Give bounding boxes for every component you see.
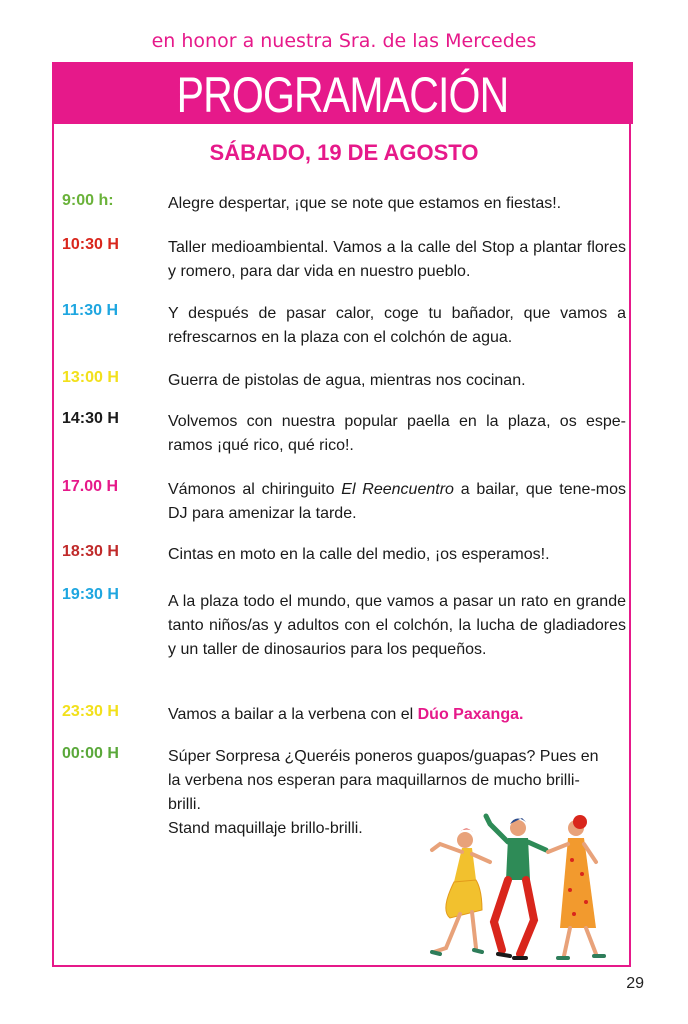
schedule-description: A la plaza todo el mundo, que vamos a pasar un rato en grande tanto niños/as y adultos con el colchón, la lucha de gladiadores y un taller de dinosaurios para los pequeños.	[168, 593, 626, 658]
schedule-time: 18:30 H	[62, 543, 119, 560]
dancer-woman-yellow	[432, 828, 490, 954]
description-text: a bailar, que tene-mos DJ para amenizar la tarde.	[168, 481, 626, 522]
day-heading: SÁBADO, 19 DE AGOSTO	[209, 140, 479, 165]
schedule-time: 10:30 H	[62, 236, 119, 253]
band-name: Dúo Paxanga.	[417, 706, 524, 723]
description-text: Vámonos al chiringuito	[168, 481, 342, 498]
schedule-time: 17.00 H	[62, 478, 119, 495]
schedule-time: 13:00 H	[62, 369, 119, 386]
page-title: PROGRAMACIÓN	[176, 67, 509, 123]
schedule-time: 11:30 H	[62, 302, 119, 319]
schedule-description: Guerra de pistolas de agua, mientras nos cocinan.	[168, 372, 526, 389]
schedule-time: 19:30 H	[62, 586, 119, 603]
title-banner	[52, 62, 633, 124]
description-line: Stand maquillaje brillo-brilli.	[168, 820, 363, 837]
schedule-description: Y después de pasar calor, coge tu bañador, que vamos a refrescarnos en la plaza con el colchón de agua.	[168, 305, 626, 346]
description-text: Vamos a bailar a la verbena con el	[168, 706, 418, 723]
description-line: Súper Sorpresa ¿Queréis poneros guapos/guapas? Pues en la verbena nos esperan para maquillarnos de mucho brilli- brilli.	[168, 748, 599, 813]
schedule-time: 9:00 h:	[62, 192, 114, 209]
schedule-description	[168, 478, 626, 526]
schedule-time: 23:30 H	[62, 703, 119, 720]
schedule-description	[168, 703, 626, 727]
dancer-woman-orange	[548, 815, 604, 958]
schedule-description: Alegre despertar, ¡que se note que estamos en fiestas!.	[168, 195, 562, 212]
dancing-people-illustration	[410, 810, 610, 970]
venue-name: El Reencuentro	[341, 481, 454, 498]
schedule-time: 00:00 H	[62, 745, 119, 762]
tagline: en honor a nuestra Sra. de las Mercedes	[151, 30, 537, 52]
schedule-time: 14:30 H	[62, 410, 119, 427]
page-number: 29	[626, 975, 644, 992]
dancer-man-green	[486, 816, 546, 958]
schedule-description: Taller medioambiental. Vamos a la calle del Stop a plantar flores y romero, para dar vida en nuestro pueblo.	[168, 239, 626, 280]
schedule-description: Volvemos con nuestra popular paella en la plaza, os espe-ramos ¡qué rico, qué rico!.	[168, 413, 626, 454]
schedule-description: Cintas en moto en la calle del medio, ¡os esperamos!.	[168, 546, 550, 563]
